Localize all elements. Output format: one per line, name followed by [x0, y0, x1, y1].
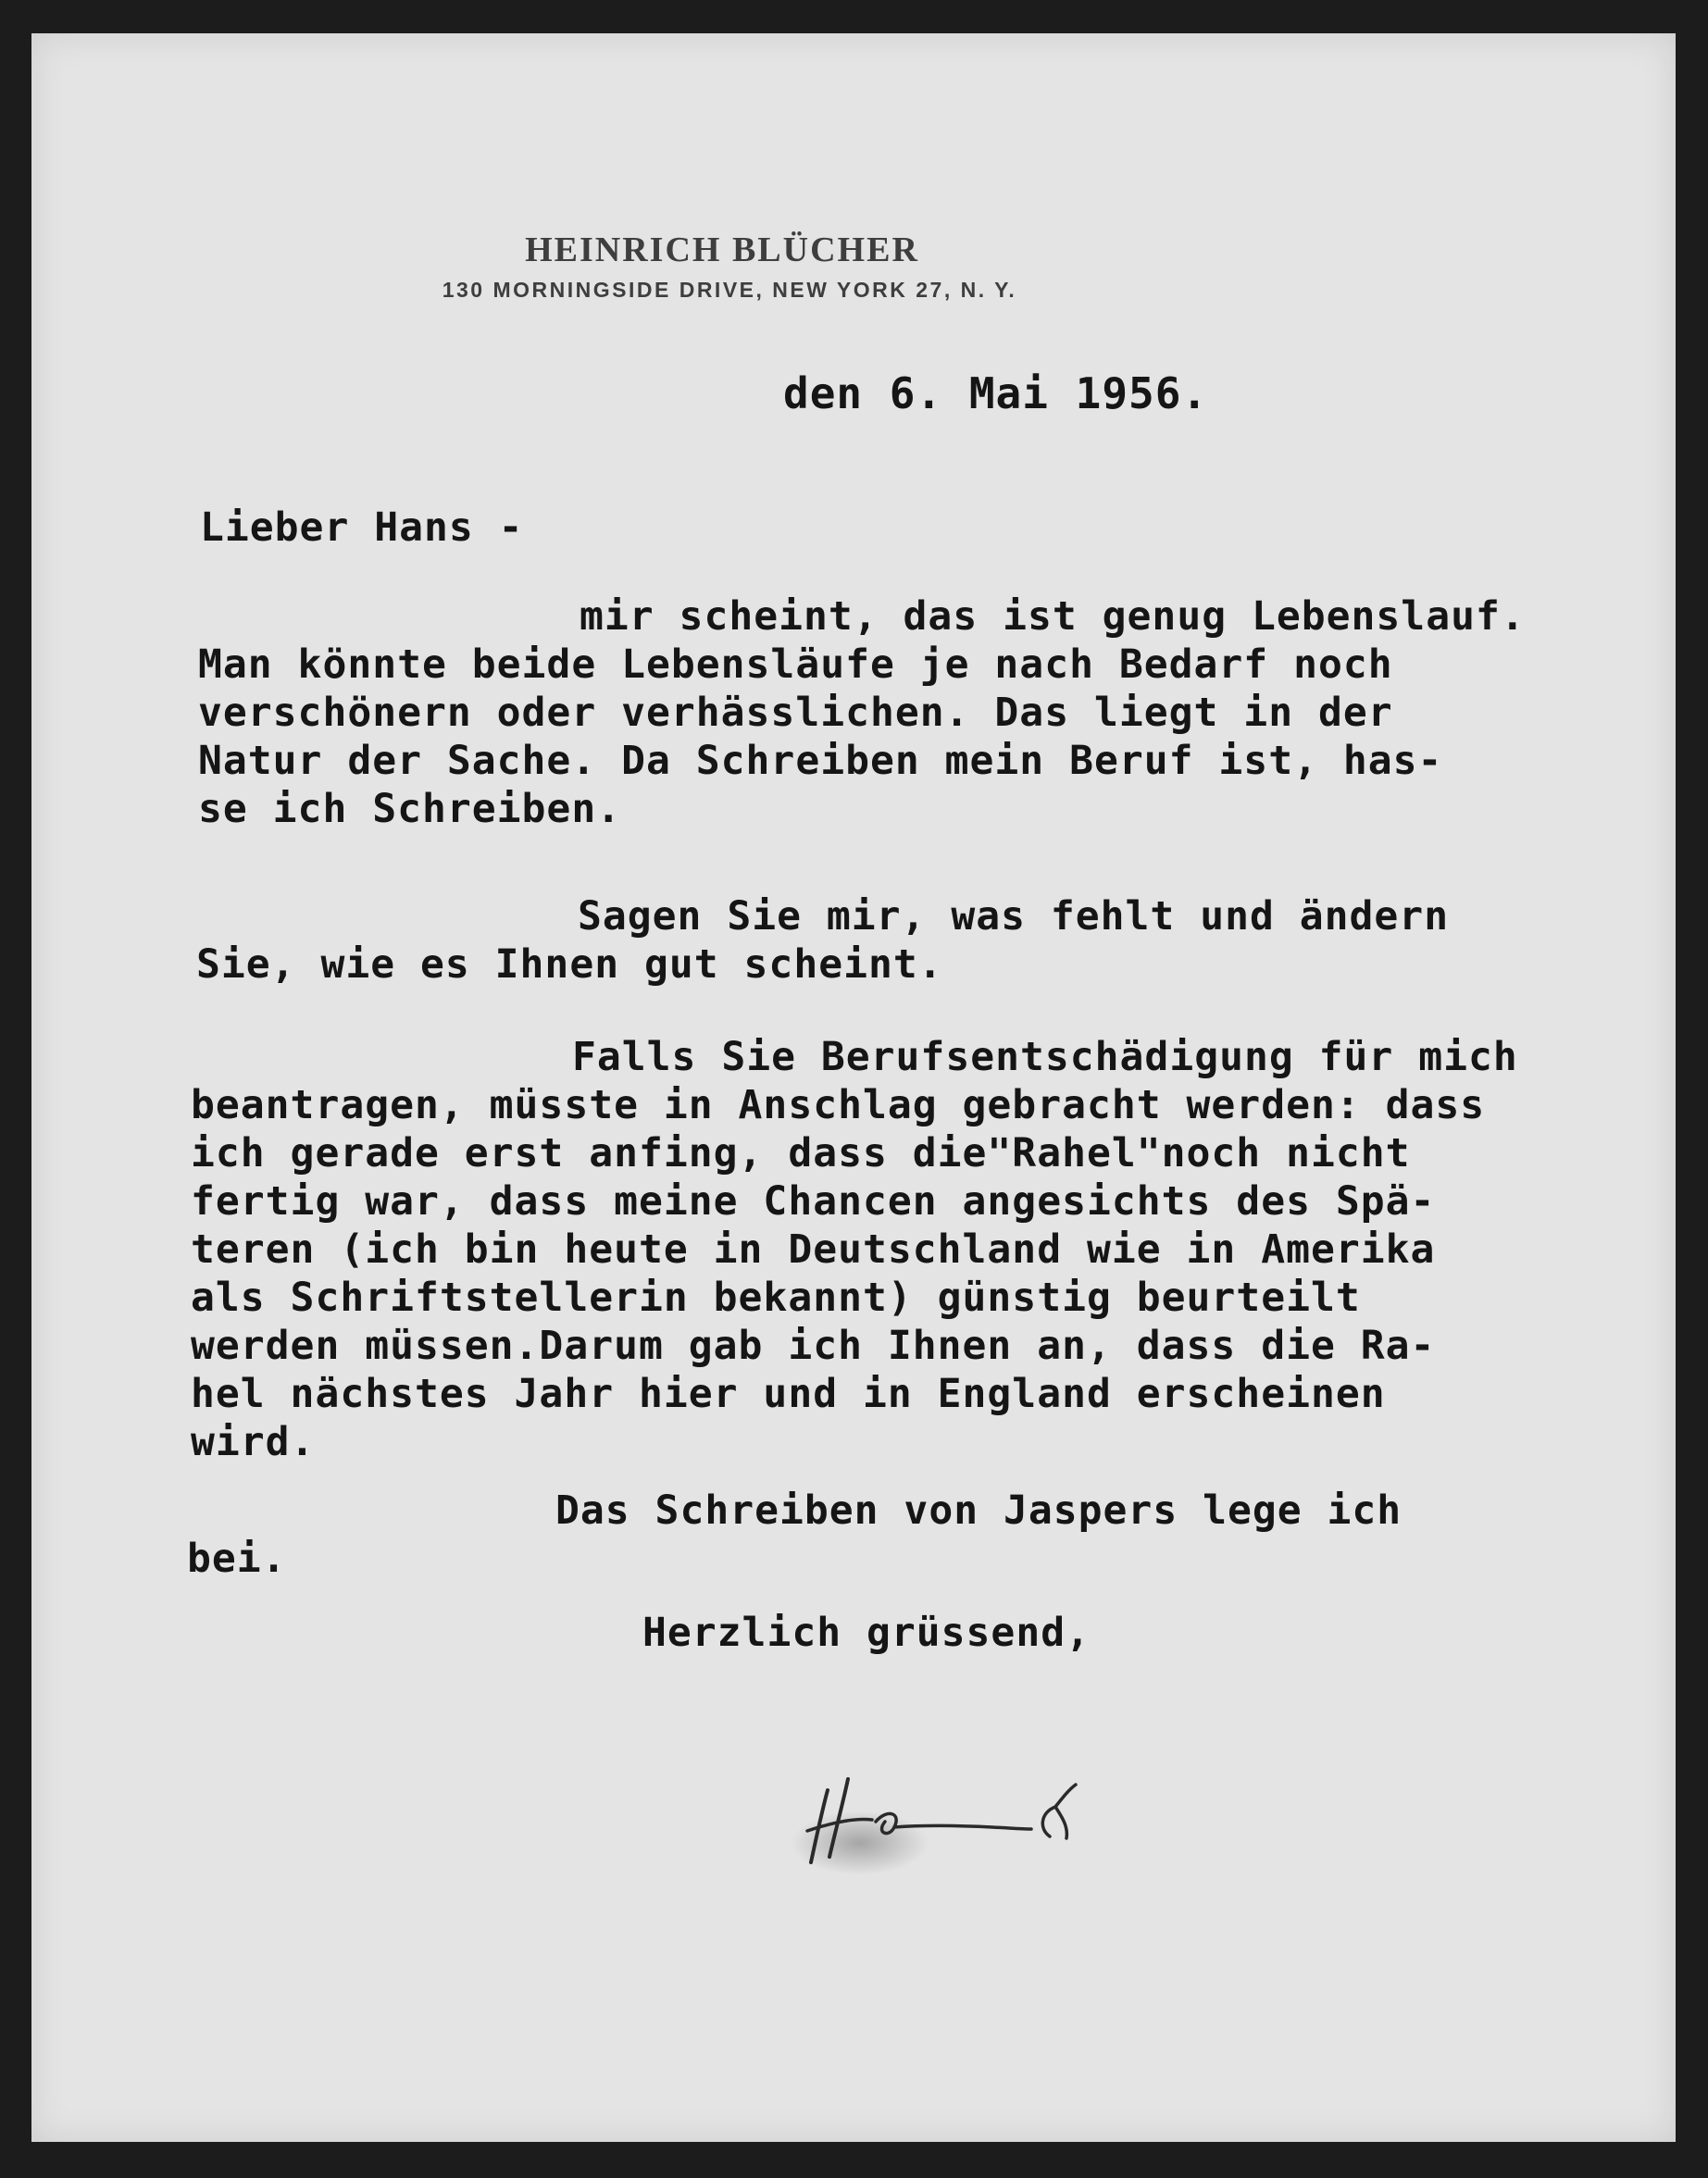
- paragraph-1: [198, 592, 1526, 833]
- paragraph-line: Sie, wie es Ihnen gut scheint.: [196, 941, 943, 988]
- closing: Herzlich grüssend,: [642, 1610, 1091, 1656]
- paragraph-line: werden müssen.Darum gab ich Ihnen an, dass die Ra-: [191, 1323, 1436, 1369]
- letter-page: [31, 33, 1676, 2142]
- paragraph-line: Sagen Sie mir, was fehlt und ändern: [578, 893, 1450, 940]
- paragraph-line: wird.: [191, 1419, 316, 1465]
- handwritten-signature: [779, 1753, 1131, 1892]
- paragraph-line: hel nächstes Jahr hier und in England erscheinen: [191, 1371, 1386, 1417]
- paragraph-2: [196, 892, 1449, 989]
- paragraph-line: bei.: [187, 1536, 287, 1582]
- paragraph-line: Man könnte beide Lebensläufe je nach Bedarf noch: [198, 641, 1393, 688]
- paragraph-line: fertig war, dass meine Chancen angesichts des Spä-: [191, 1178, 1436, 1225]
- paragraph-line: Das Schreiben von Jaspers lege ich: [555, 1487, 1403, 1534]
- letterhead-name: HEINRICH BLÜCHER: [525, 230, 919, 269]
- paragraph-line: Falls Sie Berufsentschädigung für mich: [572, 1034, 1518, 1080]
- paragraph-line: verschönern oder verhässlichen. Das liegt in der: [198, 690, 1393, 736]
- paragraph-line: beantragen, müsste in Anschlag gebracht werden: dass: [191, 1082, 1486, 1128]
- letter-date: den 6. Mai 1956.: [783, 368, 1209, 418]
- paragraph-line: ich gerade erst anfing, dass die"Rahel"noch nicht: [191, 1130, 1411, 1176]
- paragraph-3: [191, 1033, 1518, 1466]
- paragraph-line: se ich Schreiben.: [198, 786, 622, 832]
- paragraph-line: als Schriftstellerin bekannt) günstig beurteilt: [191, 1275, 1361, 1321]
- letterhead-address: 130 MORNINGSIDE DRIVE, NEW YORK 27, N. Y.: [442, 278, 1017, 302]
- salutation: Lieber Hans -: [200, 504, 524, 551]
- paragraph-line: mir scheint, das ist genug Lebenslauf.: [580, 593, 1526, 640]
- paragraph-line: teren (ich bin heute in Deutschland wie in Amerika: [191, 1226, 1436, 1273]
- paragraph-4: [187, 1487, 1402, 1583]
- paragraph-line: Natur der Sache. Da Schreiben mein Beruf ist, has-: [198, 738, 1443, 784]
